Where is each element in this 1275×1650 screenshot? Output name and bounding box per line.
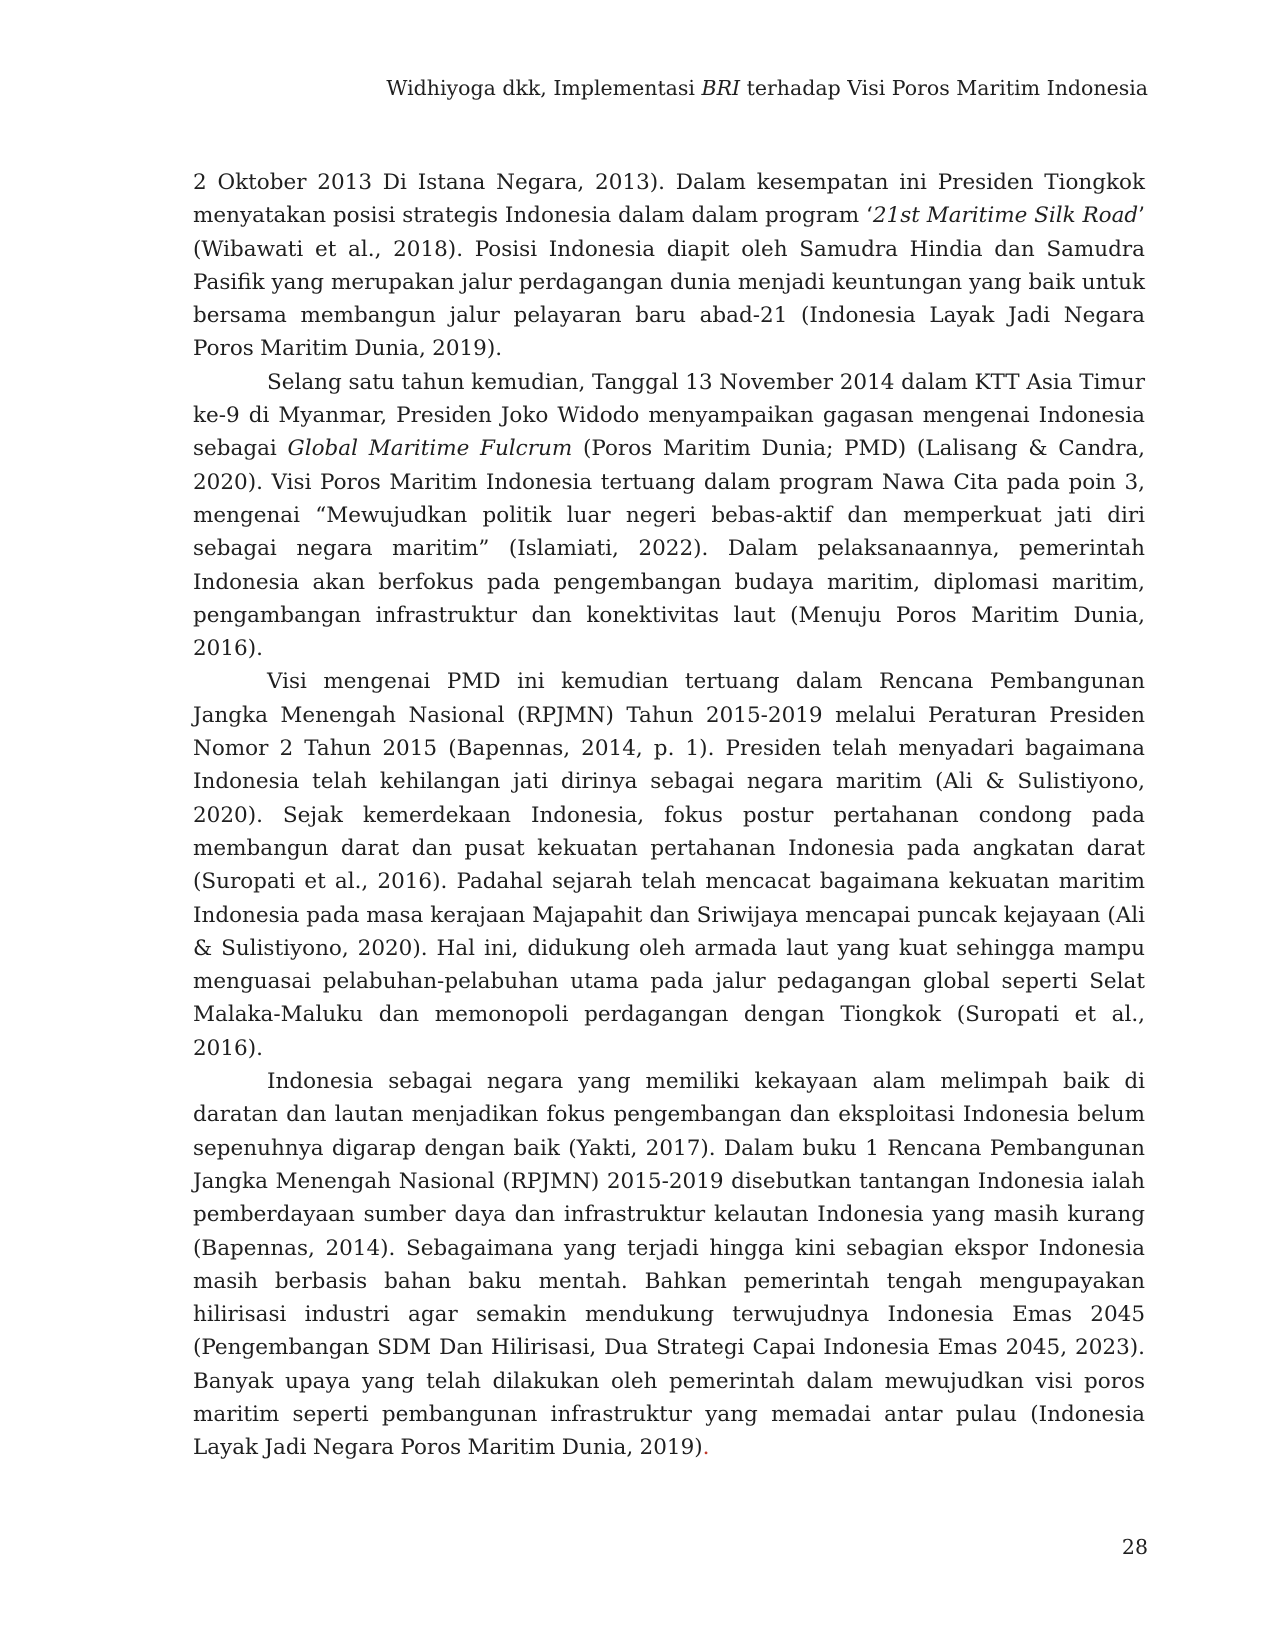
page-number: 28	[1121, 1535, 1148, 1559]
paragraph-4	[193, 1065, 1145, 1465]
paragraph-4-end-mark: .	[702, 1435, 710, 1461]
header-italic-term: BRI	[701, 76, 741, 100]
paragraph-4-text: Indonesia sebagai negara yang memiliki kekayaan alam melimpah baik di daratan dan lautan menjadikan fokus pengembangan dan eksploitasi Indonesia belum sepenuhnya digarap dengan baik (Yakti, 2017). Dalam buku 1 Rencana Pembangunan Jangka Menengah Nasional (RPJMN) 2015-2019 disebutkan tantangan Indonesia ialah pemberdayaan sumber daya dan infrastruktur kelautan Indonesia yang masih kurang (Bapennas, 2014). Sebagaimana yang terjadi hingga kini sebagian ekspor Indonesia masih berbasis bahan baku mentah. Bahkan pemerintah tengah mengupayakan hilirisasi industri agar semakin mendukung terwujudnya Indonesia Emas 2045 (Pengembangan SDM Dan Hilirisasi, Dua Strategi Capai Indonesia Emas 2045, 2023). Banyak upaya yang telah dilakukan oleh pemerintah dalam mewujudkan visi poros maritim seperti pembangunan infrastruktur yang memadai antar pulau (Indonesia Layak Jadi Negara Poros Maritim Dunia, 2019)	[193, 1069, 1145, 1461]
paragraph-1-italic: 21st Maritime Silk Road	[872, 203, 1139, 229]
header-authors: Widhiyoga dkk, Implementasi	[386, 76, 702, 100]
paragraph-2-italic: Global Maritime Fulcrum	[287, 436, 573, 462]
paragraph-3: Visi mengenai PMD ini kemudian tertuang dalam Rencana Pembangunan Jangka Menengah Nasional (RPJMN) Tahun 2015-2019 melalui Peraturan Presiden Nomor 2 Tahun 2015 (Bapennas, 2014, p. 1). Presiden telah menyadari bagaimana Indonesia telah kehilangan jati dirinya sebagai negara maritim (Ali & Sulistiyono, 2020). Sejak kemerdekaan Indonesia, fokus postur pertahanan condong pada membangun darat dan pusat kekuatan pertahanan Indonesia pada angkatan darat (Suropati et al., 2016). Padahal sejarah telah mencacat bagaimana kekuatan maritim Indonesia pada masa kerajaan Majapahit dan Sriwijaya mencapai puncak kejayaan (Ali & Sulistiyono, 2020). Hal ini, didukung oleh armada laut yang kuat sehingga mampu menguasai pelabuhan-pelabuhan utama pada jalur pedagangan global seperti Selat Malaka-Maluku dan memonopoli perdagangan dengan Tiongkok (Suropati et al., 2016).	[193, 669, 1145, 1061]
paragraph-2	[193, 366, 1145, 666]
body-text	[193, 166, 1145, 1465]
paragraph-2-part-2: (Poros Maritim Dunia; PMD) (Lalisang & Candra, 2020). Visi Poros Maritim Indonesia tertuang dalam program Nawa Cita pada poin 3, mengenai “Mewujudkan politik luar negeri bebas-aktif dan memperkuat jati diri sebagai negara maritim” (Islamiati, 2022). Dalam pelaksanaannya, pemerintah Indonesia akan berfokus pada pengembangan budaya maritim, diplomasi maritim, pengambangan infrastruktur dan konektivitas laut (Menuju Poros Maritim Dunia, 2016).	[193, 436, 1146, 662]
paragraph-1-part-1: 2 Oktober 2013 Di Istana Negara, 2013). Dalam kesempatan ini Presiden Tiongkok menyatakan posisi strategis Indonesia dalam dalam program ‘	[193, 170, 1145, 229]
running-header	[386, 74, 1148, 102]
paragraph-1-part-2: ’ (Wibawati et al., 2018). Posisi Indonesia diapit oleh Samudra Hindia dan Samudra Pasifik yang merupakan jalur perdagangan dunia menjadi keuntungan yang baik untuk bersama membangun jalur pelayaran baru abad-21 (Indonesia Layak Jadi Negara Poros Maritim Dunia, 2019).	[193, 203, 1145, 362]
paragraph-2-part-1: Selang satu tahun kemudian, Tanggal 13 November 2014 dalam KTT Asia Timur ke-9 di Myanmar, Presiden Joko Widodo menyampaikan gagasan mengenai Indonesia sebagai	[193, 369, 1145, 462]
header-rest: terhadap Visi Poros Maritim Indonesia	[740, 76, 1148, 100]
paragraph-1	[193, 166, 1145, 366]
